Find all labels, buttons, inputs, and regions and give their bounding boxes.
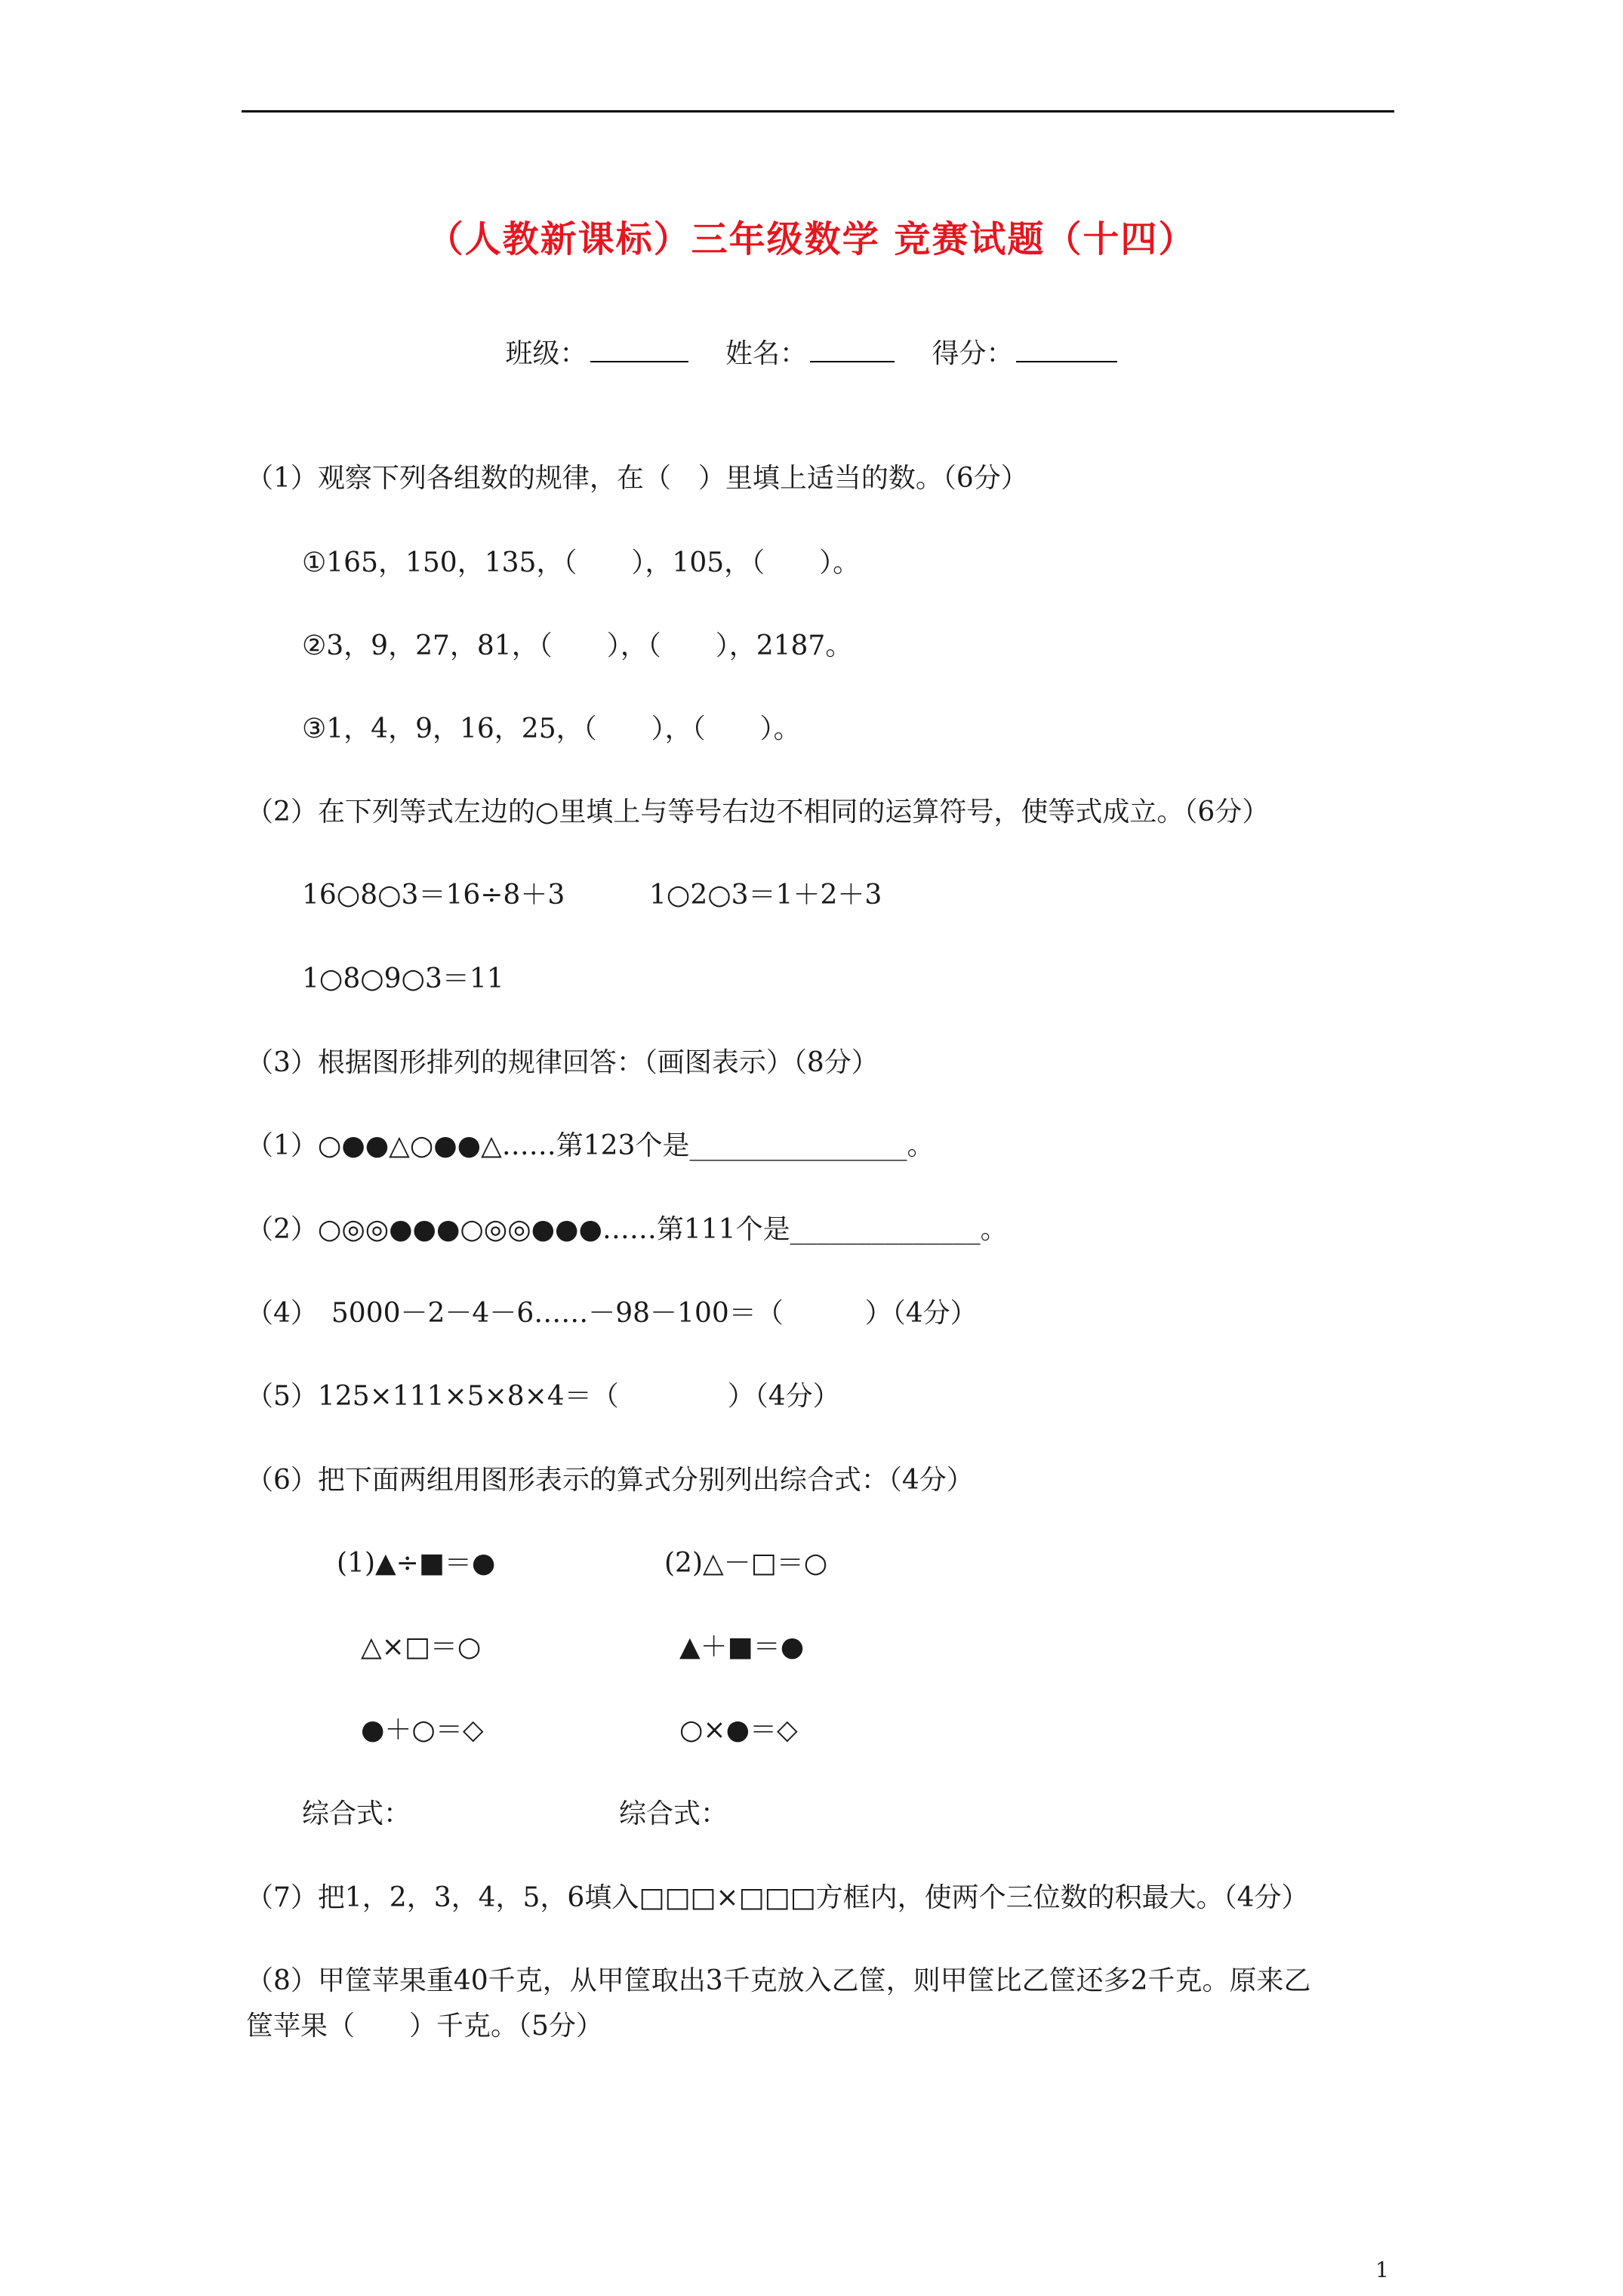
score-label: 得分： (932, 338, 1014, 369)
question-3-item-1: （1）○●●△○●●△……第123个是________________。 (246, 1130, 935, 1161)
name-blank[interactable] (810, 337, 895, 362)
question-1-item-a: ①165，150，135，（ ），105，（ ）。 (302, 547, 861, 578)
question-1-item-b: ②3，9，27，81，（ ），（ ），2187。 (302, 630, 853, 661)
question-2-equation-a: 16○8○3＝16÷8＋3 (302, 880, 565, 911)
question-3-item-2: （2）○◎◎●●●○◎◎●●●……第111个是______________。 (246, 1214, 1008, 1245)
question-2: （2）在下列等式左边的○里填上与等号右边不相同的运算符号，使等式成立。（6分） (246, 797, 1270, 827)
question-7: （7）把1，2，3，4，5，6填入□□□×□□□方框内，使两个三位数的积最大。（4分） (246, 1882, 1309, 1913)
question-6-right-line-2: ▲＋■＝● (679, 1632, 805, 1663)
question-3: （3）根据图形排列的规律回答：（画图表示）（8分） (246, 1047, 879, 1078)
question-6-left-line-2: △×□＝○ (361, 1632, 482, 1663)
page-number: 1 (1375, 2257, 1389, 2282)
class-blank[interactable] (590, 337, 688, 362)
question-6: （6）把下面两组用图形表示的算式分别列出综合式：（4分） (246, 1465, 974, 1496)
question-6-left-line-1: (1)▲÷■＝● (337, 1548, 496, 1579)
name-label: 姓名： (725, 338, 807, 369)
page-title: （人教新课标）三年级数学 竞赛试题（十四） (427, 218, 1196, 260)
question-6-right-line-3: ○×●＝◇ (679, 1715, 798, 1746)
question-6-combined-right-label: 综合式： (619, 1798, 728, 1829)
question-6-combined-left-label: 综合式： (302, 1798, 411, 1829)
question-1: （1）观察下列各组数的规律，在（ ）里填上适当的数。（6分） (246, 463, 1028, 494)
question-4: （4） 5000－2－4－6……－98－100＝（ ）（4分） (246, 1298, 978, 1329)
header-rule (242, 110, 1394, 112)
question-2-equation-b: 1○2○3＝1＋2＋3 (649, 880, 882, 911)
score-blank[interactable] (1016, 337, 1117, 362)
question-2-equation-c: 1○8○9○3＝11 (302, 963, 504, 994)
student-info-row (0, 332, 1623, 371)
question-8-line-1: （8）甲筐苹果重40千克，从甲筐取出3千克放入乙筐，则甲筐比乙筐还多2千克。原来乙 (246, 1965, 1311, 1996)
question-5: （5）125×111×5×8×4＝（ ）（4分） (246, 1381, 840, 1412)
class-label: 班级： (505, 338, 587, 369)
question-8-line-2: 筐苹果（ ）千克。（5分） (246, 2011, 603, 2042)
question-6-right-line-1: (2)△－□＝○ (664, 1548, 828, 1579)
question-6-left-line-3: ●＋○＝◇ (361, 1715, 484, 1746)
question-1-item-c: ③1，4，9，16，25，（ ），（ ）。 (302, 713, 801, 744)
